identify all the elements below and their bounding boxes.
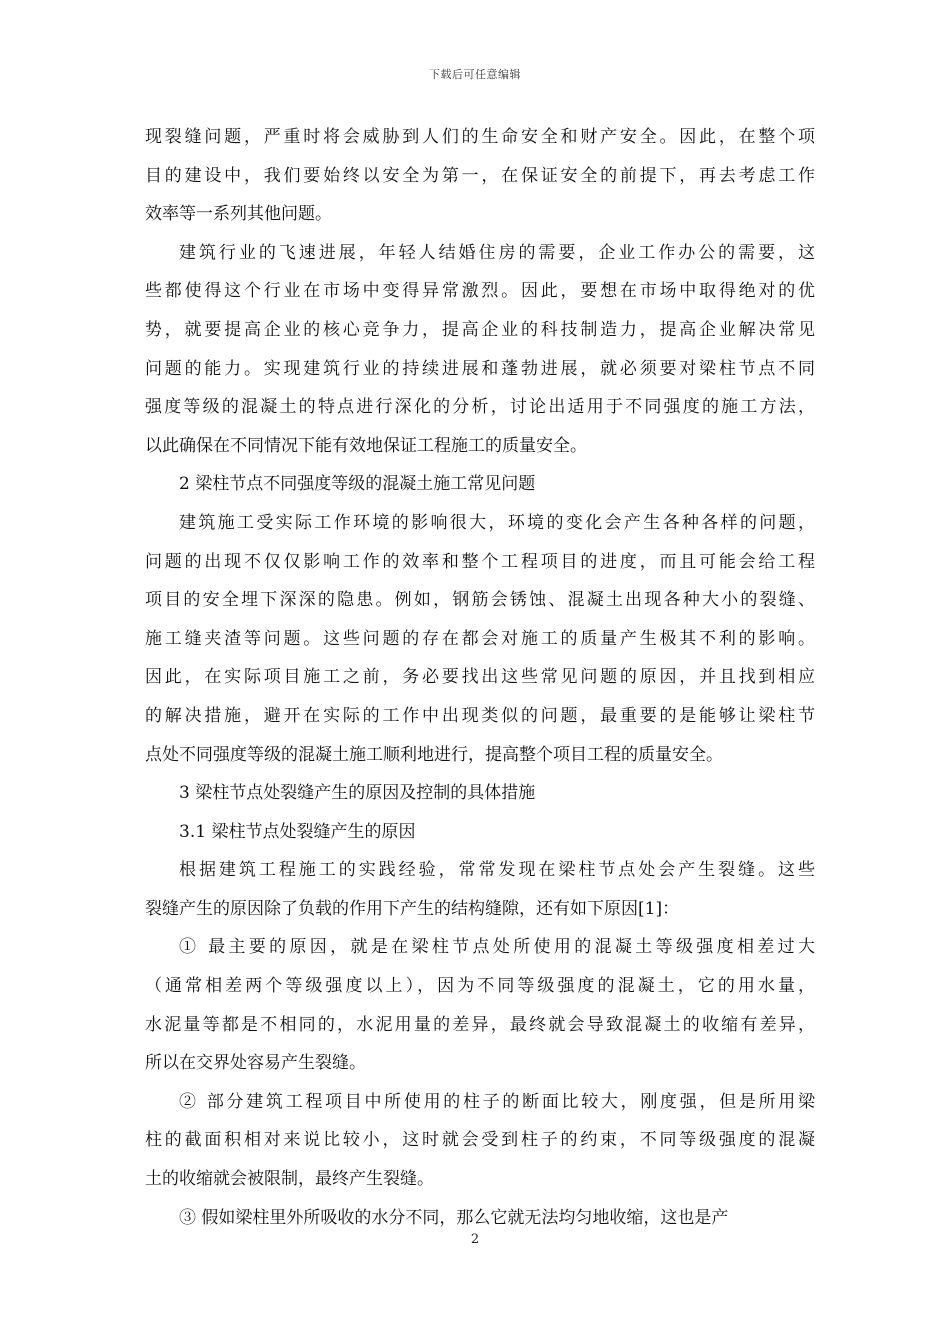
text-line: 目的建设中，我们要始终以安全为第一，在保证安全的前提下，再去考虑工作 [145,165,815,186]
text-line: 裂缝产生的原因除了负载的作用下产生的结构缝隙，还有如下原因[1]： [145,898,680,919]
text-line: ① 最主要的原因，就是在梁柱节点处所使用的混凝土等级强度相差过大 [179,937,815,958]
paragraph [145,1083,815,1199]
text-line: ② 部分建筑工程项目中所使用的柱子的断面比较大，刚度强，但是所用梁 [179,1091,815,1112]
document-body [145,118,815,1237]
text-line: 现裂缝问题，严重时将会威胁到人们的生命安全和财产安全。因此，在整个项 [145,127,815,147]
paragraph [145,813,815,852]
paragraph [145,504,815,774]
text-line: 水泥量等都是不相同的，水泥用量的差异，最终就会导致混凝土的收缩有差异， [145,1014,815,1035]
paragraph [145,851,815,928]
text-line: 所以在交界处容易产生裂缝。 [145,1053,366,1074]
text-line: （通常相差两个等级强度以上），因为不同等级强度的混凝土，它的用水量， [145,976,815,997]
text-line: 土的收缩就会被限制，最终产生裂缝。 [145,1169,434,1190]
text-line: 建筑行业的飞速进展，年轻人结婚住房的需要，企业工作办公的需要，这 [179,242,815,263]
text-line: 建筑施工受实际工作环境的影响很大，环境的变化会产生各种各样的问题， [179,512,815,533]
text-line: 势，就要提高企业的核心竞争力，提高企业的科技制造力，提高企业解决常见 [145,319,815,340]
text-line: ③ 假如梁柱里外所吸收的水分不同，那么它就无法均匀地收缩，这也是产 [179,1207,729,1228]
text-line: 2 梁柱节点不同强度等级的混凝土施工常见问题 [179,474,536,495]
text-line: 点处不同强度等级的混凝土施工顺利地进行，提高整个项目工程的质量安全。 [145,744,723,765]
text-line: 柱的截面积相对来说比较小，这时就会受到柱子的约束，不同等级强度的混凝 [145,1130,815,1151]
text-line: 根据建筑工程施工的实践经验，常常发现在梁柱节点处会产生裂缝。这些 [179,860,815,881]
text-line: 因此，在实际项目施工之前，务必要找出这些常见问题的原因，并且找到相应 [145,667,815,688]
text-line: 强度等级的混凝土的特点进行深化的分析，讨论出适用于不同强度的施工方法， [145,397,815,418]
text-line: 以此确保在不同情况下能有效地保证工程施工的质量安全。 [145,435,587,456]
page-header: 下载后可任意编辑 [429,68,521,81]
paragraph [145,118,815,234]
text-line: 问题的出现不仅仅影响工作的效率和整个工程项目的进度，而且可能会给工程 [145,551,815,572]
text-line: 问题的能力。实现建筑行业的持续进展和蓬勃进展，就必须要对梁柱节点不同 [145,358,815,379]
page-number: 2 [470,1232,480,1247]
text-line: 施工缝夹渣等问题。这些问题的存在都会对施工的质量产生极其不利的影响。 [145,628,815,649]
paragraph [145,928,815,1082]
text-line: 的解决措施，避开在实际的工作中出现类似的问题，最重要的是能够让梁柱节 [145,705,815,726]
text-line: 3.1 梁柱节点处裂缝产生的原因 [179,821,416,842]
paragraph [145,465,815,504]
paragraph [145,774,815,813]
text-line: 些都使得这个行业在市场中变得异常激烈。因此，要想在市场中取得绝对的优 [145,281,815,302]
paragraph [145,234,815,466]
text-line: 效率等一系列其他问题。 [145,204,332,225]
text-line: 项目的安全埋下深深的隐患。例如，钢筋会锈蚀、混凝土出现各种大小的裂缝、 [145,590,815,611]
text-line: 3 梁柱节点处裂缝产生的原因及控制的具体措施 [179,783,536,804]
